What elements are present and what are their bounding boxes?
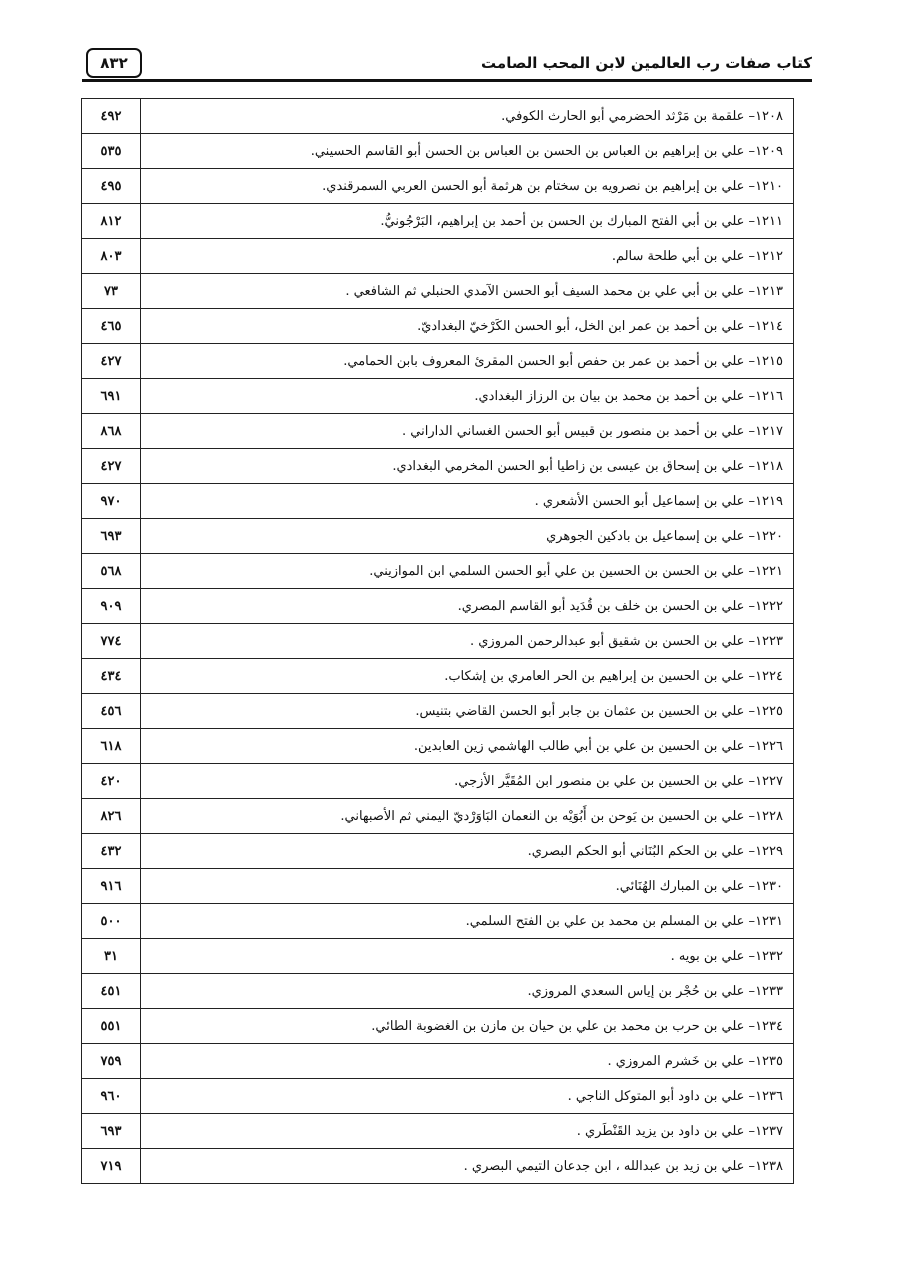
header-rule xyxy=(82,79,812,82)
page-reference: ٩٦٠ xyxy=(82,1079,141,1114)
narrator-entry: ١٢٢٢– علي بن الحسن بن خلف بن قُدَيد أبو القاسم المصري. xyxy=(141,589,794,624)
table-row xyxy=(82,624,794,659)
narrator-entry: ١٢١١– علي بن أبي الفتح المبارك بن الحسن بن أحمد بن إبراهيم، البَرْجُونيُّ. xyxy=(141,204,794,239)
page-reference: ٩١٦ xyxy=(82,869,141,904)
table-row xyxy=(82,554,794,589)
page-reference: ٧٣ xyxy=(82,274,141,309)
table-row xyxy=(82,1079,794,1114)
page-reference: ٤٦٥ xyxy=(82,309,141,344)
page-reference: ٤٥٦ xyxy=(82,694,141,729)
narrator-entry: ١٢٢٦– علي بن الحسين بن علي بن أبي طالب الهاشمي زين العابدين. xyxy=(141,729,794,764)
narrator-entry: ١٢١٦– علي بن أحمد بن محمد بن بيان بن الرزاز البغدادي. xyxy=(141,379,794,414)
table-row xyxy=(82,519,794,554)
index-table-body xyxy=(82,99,794,1184)
page-reference: ٤٢٧ xyxy=(82,449,141,484)
narrator-entry: ١٢٣٣– علي بن حُجْر بن إياس السعدي المروزي. xyxy=(141,974,794,1009)
narrator-entry: ١٢٣٥– علي بن خَشرم المروزي . xyxy=(141,1044,794,1079)
page-reference: ٨٦٨ xyxy=(82,414,141,449)
table-row xyxy=(82,449,794,484)
page-reference: ٧١٩ xyxy=(82,1149,141,1184)
table-row xyxy=(82,1009,794,1044)
narrator-entry: ١٢٢٠– علي بن إسماعيل بن بادكين الجوهري xyxy=(141,519,794,554)
narrator-entry: ١٢٣٨– علي بن زيد بن عبدالله ، ابن جدعان التيمي البصري . xyxy=(141,1149,794,1184)
narrator-entry: ١٢٣٦– علي بن داود أبو المتوكل الناجي . xyxy=(141,1079,794,1114)
narrator-entry: ١٢٢٣– علي بن الحسن بن شقيق أبو عبدالرحمن المروزي . xyxy=(141,624,794,659)
page-reference: ٧٧٤ xyxy=(82,624,141,659)
page-header xyxy=(82,48,812,82)
page-reference: ٥٣٥ xyxy=(82,134,141,169)
narrator-entry: ١٢٢١– علي بن الحسن بن الحسين بن علي أبو الحسن السلمي ابن الموازيني. xyxy=(141,554,794,589)
page-reference: ٤٢٠ xyxy=(82,764,141,799)
page-reference: ٥٠٠ xyxy=(82,904,141,939)
table-row xyxy=(82,834,794,869)
table-row xyxy=(82,309,794,344)
table-row xyxy=(82,589,794,624)
table-row xyxy=(82,659,794,694)
narrator-entry: ١٢١٨– علي بن إسحاق بن عيسى بن زاطيا أبو الحسن المخرمي البغدادي. xyxy=(141,449,794,484)
page-reference: ٥٦٨ xyxy=(82,554,141,589)
table-row xyxy=(82,729,794,764)
page-reference: ٣١ xyxy=(82,939,141,974)
narrator-entry: ١٢١٢– علي بن أبي طلحة سالم. xyxy=(141,239,794,274)
page-reference: ٤٣٤ xyxy=(82,659,141,694)
table-row xyxy=(82,484,794,519)
narrator-entry: ١٢٢٩– علي بن الحكم البُنَاني أبو الحكم البصري. xyxy=(141,834,794,869)
table-row xyxy=(82,379,794,414)
page-reference: ٧٥٩ xyxy=(82,1044,141,1079)
narrator-entry: ١٢٣٠– علي بن المبارك الهُنَائي. xyxy=(141,869,794,904)
narrator-entry: ١٢٢٨– علي بن الحسين بن يَوحن بن أَبُوَيْه بن النعمان البَاوَرْديّ اليمني ثم الأصبهاني. xyxy=(141,799,794,834)
page-reference: ٤٥١ xyxy=(82,974,141,1009)
narrator-entry: ١٢١٥– علي بن أحمد بن عمر بن حفص أبو الحسن المقرئ المعروف بابن الحمامي. xyxy=(141,344,794,379)
table-row xyxy=(82,1114,794,1149)
narrator-entry: ١٢١٠– علي بن إبراهيم بن نصرويه بن سختام بن هرثمة أبو الحسن العربي السمرقندي. xyxy=(141,169,794,204)
narrator-entry: ١٢١٩– علي بن إسماعيل أبو الحسن الأشعري . xyxy=(141,484,794,519)
index-table xyxy=(81,98,794,1184)
page-reference: ٩٧٠ xyxy=(82,484,141,519)
narrator-entry: ١٢٣٤– علي بن حرب بن محمد بن علي بن حيان بن مازن بن الغضوبة الطائي. xyxy=(141,1009,794,1044)
narrator-entry: ١٢١٣– علي بن أبي علي بن محمد السيف أبو الحسن الآمدي الحنبلي ثم الشافعي . xyxy=(141,274,794,309)
table-row xyxy=(82,764,794,799)
table-row xyxy=(82,99,794,134)
table-row xyxy=(82,204,794,239)
page-reference: ٨٢٦ xyxy=(82,799,141,834)
page-reference: ٦٩١ xyxy=(82,379,141,414)
table-row xyxy=(82,134,794,169)
book-title: كتاب صفات رب العالمين لابن المحب الصامت xyxy=(481,54,812,72)
page-reference: ٨٠٣ xyxy=(82,239,141,274)
table-row xyxy=(82,169,794,204)
page-reference: ٥٥١ xyxy=(82,1009,141,1044)
table-row xyxy=(82,1044,794,1079)
narrator-entry: ١٢٠٩– علي بن إبراهيم بن العباس بن الحسن بن العباس بن الحسن أبو القاسم الحسيني. xyxy=(141,134,794,169)
table-row xyxy=(82,904,794,939)
page-reference: ٦٩٣ xyxy=(82,519,141,554)
table-row xyxy=(82,274,794,309)
page-reference: ٦٩٣ xyxy=(82,1114,141,1149)
table-row xyxy=(82,974,794,1009)
page-number-badge: ٨٣٢ xyxy=(86,48,142,78)
table-row xyxy=(82,869,794,904)
table-row xyxy=(82,414,794,449)
page-reference: ٩٠٩ xyxy=(82,589,141,624)
narrator-entry: ١٢١٤– علي بن أحمد بن عمر ابن الخل، أبو الحسن الكَرْخيّ البغداديّ. xyxy=(141,309,794,344)
narrator-entry: ١٢١٧– علي بن أحمد بن منصور بن قبيس أبو الحسن الغساني الداراني . xyxy=(141,414,794,449)
narrator-entry: ١٢٢٤– علي بن الحسين بن إبراهيم بن الحر العامري بن إشكاب. xyxy=(141,659,794,694)
table-row xyxy=(82,1149,794,1184)
page-reference: ٤٢٧ xyxy=(82,344,141,379)
narrator-entry: ١٢٣١– علي بن المسلم بن محمد بن علي بن الفتح السلمي. xyxy=(141,904,794,939)
narrator-entry: ١٢٢٥– علي بن الحسين بن عثمان بن جابر أبو الحسن القاضي بتنيس. xyxy=(141,694,794,729)
narrator-entry: ١٢٣٢– علي بن بويه . xyxy=(141,939,794,974)
page-reference: ٦١٨ xyxy=(82,729,141,764)
table-row xyxy=(82,344,794,379)
table-row xyxy=(82,239,794,274)
table-row xyxy=(82,694,794,729)
table-row xyxy=(82,939,794,974)
page-reference: ٨١٢ xyxy=(82,204,141,239)
narrator-entry: ١٢٢٧– علي بن الحسين بن علي بن منصور ابن المُقَيَّر الأزجي. xyxy=(141,764,794,799)
narrator-entry: ١٢٠٨– علقمة بن مَرْثد الحضرمي أبو الحارث الكوفي. xyxy=(141,99,794,134)
table-row xyxy=(82,799,794,834)
narrator-entry: ١٢٣٧– علي بن داود بن يزيد القَنْطَري . xyxy=(141,1114,794,1149)
page-reference: ٤٩٥ xyxy=(82,169,141,204)
page-reference: ٤٣٢ xyxy=(82,834,141,869)
page-reference: ٤٩٢ xyxy=(82,99,141,134)
